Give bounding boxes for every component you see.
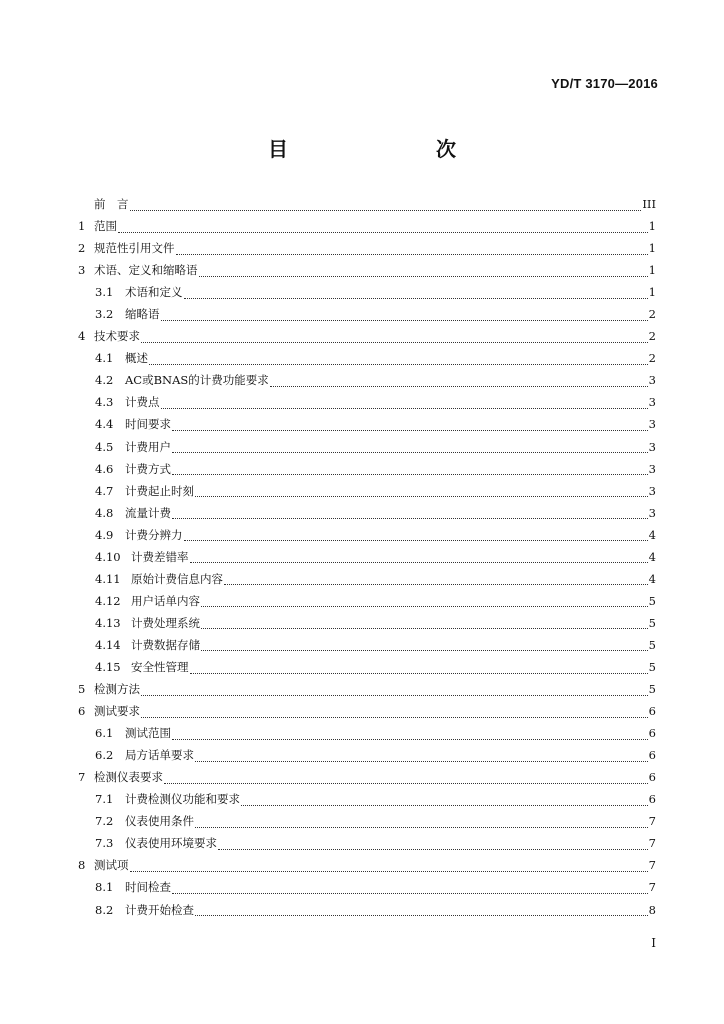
toc-leader-dots <box>184 540 648 541</box>
table-of-contents <box>78 196 656 924</box>
toc-entry-label: 安全性管理 <box>131 659 189 674</box>
page-number: I <box>651 936 656 950</box>
toc-entry[interactable] <box>78 439 656 461</box>
toc-leader-dots <box>241 805 648 806</box>
toc-entry[interactable] <box>78 350 656 372</box>
toc-leader-dots <box>130 210 642 211</box>
toc-entry-number: 1 <box>78 219 86 234</box>
toc-entry[interactable] <box>78 703 656 725</box>
toc-entry-number: 4.14 <box>95 637 121 652</box>
toc-leader-dots <box>190 562 648 563</box>
toc-entry-page: 3 <box>648 395 656 410</box>
toc-entry-label: 前 言 <box>94 197 129 211</box>
toc-entry-label: 原始计费信息内容 <box>131 571 223 586</box>
toc-entry-page: 1 <box>648 263 656 278</box>
toc-entry-number: 4.4 <box>95 417 114 432</box>
toc-leader-dots <box>172 739 648 740</box>
toc-entry-label: 范围 <box>94 219 117 234</box>
toc-leader-dots <box>190 673 648 674</box>
toc-entry-number: 7 <box>78 770 86 785</box>
toc-leader-dots <box>201 650 648 651</box>
toc-entry-label: 检测仪表要求 <box>94 770 163 785</box>
toc-leader-dots <box>141 695 648 696</box>
toc-leader-dots <box>195 915 648 916</box>
toc-entry-page: 8 <box>648 902 656 917</box>
toc-entry-label: 仪表使用条件 <box>125 814 194 829</box>
toc-entry-page: 7 <box>648 814 656 829</box>
toc-entry[interactable] <box>78 416 656 438</box>
toc-entry-number: 6.1 <box>95 726 114 741</box>
toc-entry[interactable] <box>78 218 656 240</box>
toc-entry-page: 5 <box>648 637 656 652</box>
toc-leader-dots <box>172 452 648 453</box>
toc-entry-page: 1 <box>648 219 656 234</box>
toc-leader-dots <box>118 232 648 233</box>
toc-entry[interactable] <box>78 747 656 769</box>
toc-entry-page: 6 <box>648 770 656 785</box>
toc-entry-page: 3 <box>648 439 656 454</box>
toc-entry-number: 4.11 <box>95 571 121 586</box>
toc-entry-number: 8 <box>78 858 86 873</box>
toc-entry-page: 6 <box>648 726 656 741</box>
toc-entry-label: 计费点 <box>125 395 160 410</box>
toc-entry-label: 计费数据存储 <box>131 637 200 652</box>
toc-entry-page: 5 <box>648 659 656 674</box>
toc-leader-dots <box>164 783 648 784</box>
toc-entry-label: 计费开始检查 <box>125 902 194 917</box>
toc-entry-number: 6.2 <box>95 748 114 763</box>
page-title: 目 次 <box>268 137 492 161</box>
toc-leader-dots <box>184 298 648 299</box>
toc-entry[interactable] <box>78 637 656 659</box>
toc-entry-page: 3 <box>648 483 656 498</box>
toc-entry-page: 1 <box>648 285 656 300</box>
toc-entry[interactable] <box>78 879 656 901</box>
toc-entry-label: 时间检查 <box>125 880 171 895</box>
toc-leader-dots <box>172 474 648 475</box>
toc-leader-dots <box>130 871 648 872</box>
toc-entry-label: 检测方法 <box>94 682 140 697</box>
toc-entry-number: 4.6 <box>95 461 114 476</box>
toc-entry-number: 4.12 <box>95 593 121 608</box>
toc-entry[interactable] <box>78 461 656 483</box>
toc-entry[interactable] <box>78 549 656 571</box>
toc-entry-page: 4 <box>648 571 656 586</box>
toc-entry[interactable] <box>78 196 656 218</box>
toc-leader-dots <box>195 496 648 497</box>
toc-entry-page: 7 <box>648 880 656 895</box>
toc-leader-dots <box>195 761 648 762</box>
toc-entry-label: 技术要求 <box>94 329 140 344</box>
toc-entry[interactable] <box>78 593 656 615</box>
toc-entry-number: 4.8 <box>95 505 114 520</box>
toc-entry-label: 仪表使用环境要求 <box>125 836 217 851</box>
toc-entry-number: 3.2 <box>95 307 114 322</box>
document-code: YD/T 3170—2016 <box>551 76 658 91</box>
toc-entry-label: 流量计费 <box>125 505 171 520</box>
toc-entry-page: 3 <box>648 373 656 388</box>
toc-entry[interactable] <box>78 769 656 791</box>
toc-entry[interactable] <box>78 791 656 813</box>
toc-entry-number: 4.1 <box>95 351 114 366</box>
toc-leader-dots <box>172 430 648 431</box>
toc-leader-dots <box>270 386 648 387</box>
toc-entry-number: 8.2 <box>95 902 114 917</box>
toc-entry-number: 4.15 <box>95 659 121 674</box>
toc-leader-dots <box>224 584 648 585</box>
toc-entry[interactable] <box>78 615 656 637</box>
toc-entry-label: 概述 <box>125 351 148 366</box>
toc-entry[interactable] <box>78 902 656 924</box>
toc-entry[interactable] <box>78 505 656 527</box>
toc-leader-dots <box>218 849 648 850</box>
toc-entry-label: 测试项 <box>94 858 129 873</box>
toc-entry-label: AC或BNAS的计费功能要求 <box>125 373 269 388</box>
toc-entry-number: 5 <box>78 682 86 697</box>
toc-entry-label: 计费方式 <box>125 461 171 476</box>
toc-entry-number: 4.9 <box>95 527 114 542</box>
toc-leader-dots <box>141 717 648 718</box>
toc-entry-number: 3 <box>78 263 86 278</box>
toc-entry-page: 4 <box>648 527 656 542</box>
toc-leader-dots <box>195 827 648 828</box>
toc-entry-page: 2 <box>648 307 656 322</box>
toc-entry-page: 7 <box>648 858 656 873</box>
toc-entry[interactable] <box>78 483 656 505</box>
toc-entry-page: 3 <box>648 417 656 432</box>
toc-entry-label: 术语和定义 <box>125 285 183 300</box>
toc-entry-number: 4.13 <box>95 615 121 630</box>
toc-entry-page: 5 <box>648 593 656 608</box>
toc-leader-dots <box>161 408 648 409</box>
toc-entry-page: 3 <box>648 461 656 476</box>
toc-entry-label: 计费差错率 <box>131 549 189 564</box>
toc-entry-number: 4 <box>78 329 86 344</box>
toc-entry[interactable] <box>78 372 656 394</box>
toc-entry[interactable] <box>78 284 656 306</box>
toc-entry[interactable] <box>78 527 656 549</box>
toc-entry-page: 1 <box>648 241 656 256</box>
toc-entry[interactable] <box>78 240 656 262</box>
toc-leader-dots <box>149 364 648 365</box>
toc-entry-label: 缩略语 <box>125 307 160 322</box>
toc-entry-number: 7.3 <box>95 836 114 851</box>
toc-entry-label: 测试要求 <box>94 704 140 719</box>
toc-entry-label: 局方话单要求 <box>125 748 194 763</box>
toc-entry-page: 6 <box>648 792 656 807</box>
toc-entry[interactable] <box>78 262 656 284</box>
toc-entry-number: 4.3 <box>95 395 114 410</box>
toc-leader-dots <box>201 628 648 629</box>
toc-entry-label: 规范性引用文件 <box>94 241 175 256</box>
toc-entry-number: 3.1 <box>95 285 114 300</box>
toc-leader-dots <box>172 893 648 894</box>
toc-entry-label: 术语、定义和缩略语 <box>94 263 198 278</box>
toc-leader-dots <box>172 518 648 519</box>
toc-entry[interactable] <box>78 306 656 328</box>
toc-entry[interactable] <box>78 328 656 350</box>
toc-entry-page: 5 <box>648 682 656 697</box>
toc-entry-number: 4.5 <box>95 439 114 454</box>
toc-entry-page: 3 <box>648 505 656 520</box>
toc-entry-number: 4.7 <box>95 483 114 498</box>
toc-entry-page: 2 <box>648 351 656 366</box>
toc-entry[interactable] <box>78 725 656 747</box>
toc-entry-number: 7.1 <box>95 792 114 807</box>
toc-entry-number: 2 <box>78 241 86 256</box>
toc-entry[interactable] <box>78 857 656 879</box>
toc-entry-number: 6 <box>78 704 86 719</box>
toc-leader-dots <box>201 606 648 607</box>
toc-entry-page: 2 <box>648 329 656 344</box>
toc-entry-page: 5 <box>648 615 656 630</box>
toc-entry-label: 用户话单内容 <box>131 593 200 608</box>
toc-entry[interactable] <box>78 813 656 835</box>
toc-entry-page: 6 <box>648 748 656 763</box>
toc-leader-dots <box>161 320 648 321</box>
toc-entry-number: 4.10 <box>95 549 121 564</box>
toc-entry-label: 测试范围 <box>125 726 171 741</box>
toc-leader-dots <box>176 254 648 255</box>
toc-entry-page: 6 <box>648 704 656 719</box>
toc-entry-label: 计费检测仪功能和要求 <box>125 792 240 807</box>
toc-entry[interactable] <box>78 835 656 857</box>
toc-entry-number: 7.2 <box>95 814 114 829</box>
toc-leader-dots <box>141 342 648 343</box>
toc-entry-label: 计费用户 <box>125 439 171 454</box>
toc-entry-number: 8.1 <box>95 880 114 895</box>
toc-leader-dots <box>199 276 648 277</box>
toc-entry[interactable] <box>78 659 656 681</box>
toc-entry-label: 时间要求 <box>125 417 171 432</box>
toc-entry-label: 计费处理系统 <box>131 615 200 630</box>
toc-entry[interactable] <box>78 571 656 593</box>
toc-entry[interactable] <box>78 394 656 416</box>
toc-entry-page: 4 <box>648 549 656 564</box>
toc-entry-page: III <box>642 197 656 211</box>
toc-entry-number: 4.2 <box>95 373 114 388</box>
toc-entry-page: 7 <box>648 836 656 851</box>
toc-entry-label: 计费分辨力 <box>125 527 183 542</box>
toc-entry-label: 计费起止时刻 <box>125 483 194 498</box>
toc-entry[interactable] <box>78 681 656 703</box>
